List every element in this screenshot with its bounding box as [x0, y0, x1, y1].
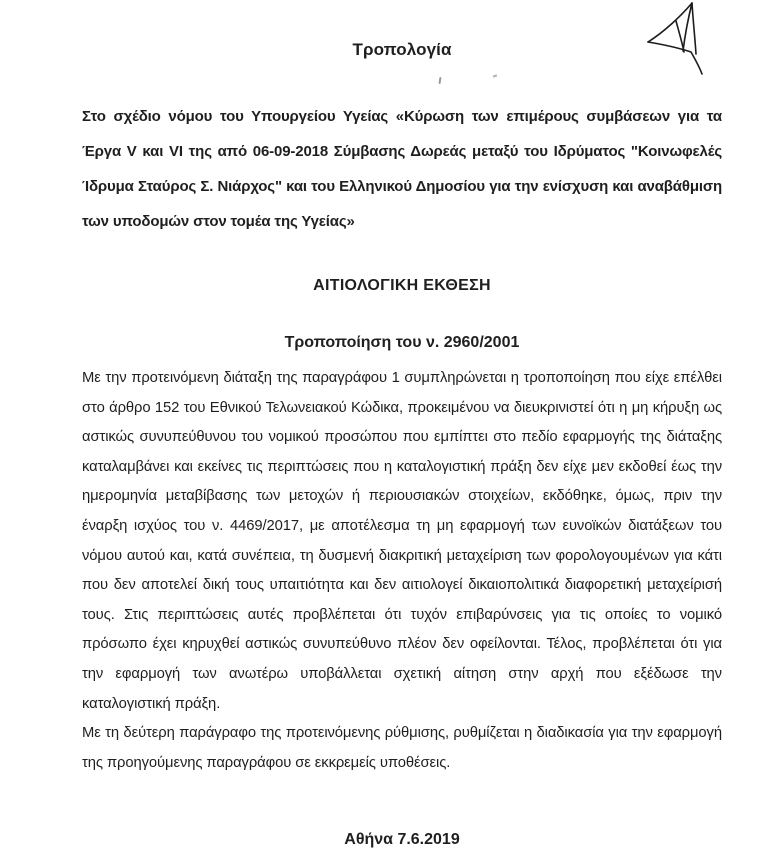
date-line: Αθήνα 7.6.2019 [344, 831, 460, 848]
body-paragraph: Με τη δεύτερη παράγραφο της προτεινόμενης ρύθμισης, ρυθμίζεται η διαδικασία για την εφαρμογή της προηγούμενης παραγράφου σε εκκρεμείς υποθέσεις. [82, 725, 722, 771]
scan-artifact-speck [439, 77, 442, 84]
bill-reference-paragraph: Στο σχέδιο νόμου του Υπουργείου Υγείας «Κύρωση των επιμέρους συμβάσεων για τα Έργα V και VI της από 06-09-2018 Σύμβασης Δωρεάς μεταξύ του Ιδρύματος "Κοινωφελές Ίδρυμα Σταύρος Σ. Νιάρχος" και του Ελληνικού Δημοσίου για την ενίσχυση και αναβάθμιση των υποδομών στον τομέα της Υγείας» [82, 108, 722, 230]
document-title: Τροπολογία [352, 40, 452, 59]
subsection-heading-law-amendment: Τροποποίηση του ν. 2960/2001 [284, 334, 520, 351]
body-text-block [82, 364, 722, 778]
scan-artifact-speck [493, 74, 497, 77]
body-paragraph: Με την προτεινόμενη διάταξη της παραγράφου 1 συμπληρώνεται η τροποποίηση που είχε επέλθει στο άρθρο 152 του Εθνικού Τελωνειακού Κώδικα, προκειμένου να διευκρινιστεί ότι η μη κήρυξη ως αστικώς συνυπεύθυνου του νομικού προσώπου που εμπίπτει στο πεδίο εφαρμογής της διάταξης καταλαμβάνει και εκείνες τις περιπτώσεις που η καταλογιστική πράξη δεν είχε μεν εκδοθεί έως την ημερομηνία μεταβίβασης των μετοχών ή περιουσιακών στοιχείων, εκδόθηκε, όμως, πριν την έναρξη ισχύος του ν. 4469/2017, με αποτέλεσμα τη μη εφαρμογή των ευνοϊκών διατάξεων του νόμου αυτού και, κατά συνέπεια, τη δυσμενή διακριτική μεταχείριση των φορολογουμένων για κάτι που δεν αποτελεί δική τους υπαιτιότητα και δεν αιτιολογεί δικαιοπολιτικά διαφορετική μεταχείρισή τους. Στις περιπτώσεις αυτές προβλέπεται ότι τυχόν επιβαρύνσεις για τις οποίες το νομικό πρόσωπο έχει κηρυχθεί αστικώς συνυπεύθυνο πλέον δεν οφείλονται. Τέλος, προβλέπεται ότι για την εφαρμογή των ανωτέρω υποβάλλεται σχετική αίτηση στην αρχή που εξέδωσε την καταλογιστική πράξη. [82, 370, 722, 712]
section-heading-explanatory-report: ΑΙΤΙΟΛΟΓΙΚΗ ΕΚΘΕΣΗ [313, 277, 491, 294]
